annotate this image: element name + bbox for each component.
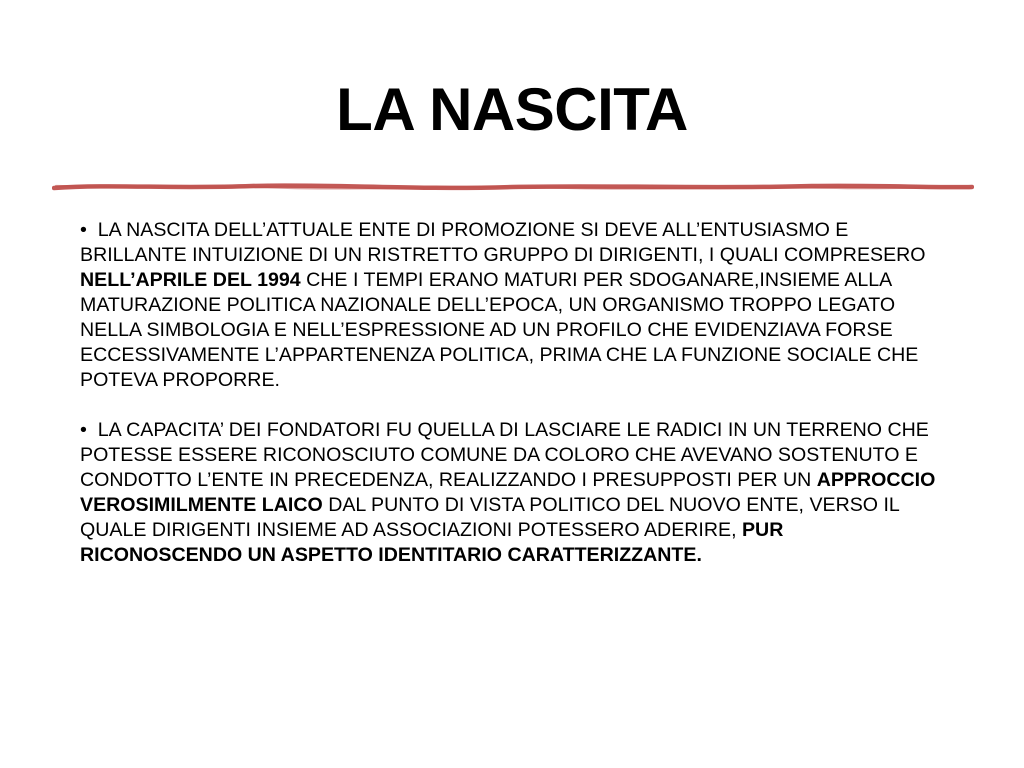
emphasis-text: APPROCCIO VEROSIMILMENTE LAICO — [80, 469, 936, 516]
bullet-paragraph-2 — [80, 418, 940, 568]
body-text: LA CAPACITA’ DEI FONDATORI FU QUELLA DI LASCIARE LE RADICI IN UN TERRENO CHE POTESSE ESSERE RICONOSCIUTO COMUNE DA COLORO CHE AVEVANO SOSTENUTO E CONDOTTO L’ENTE IN PRECEDENZA, REALIZZANDO I PRESUPPOSTI PER UN — [80, 419, 929, 491]
title-divider — [52, 176, 974, 198]
body-text: LA NASCITA DELL’ATTUALE ENTE DI PROMOZIONE SI DEVE ALL’ENTUSIASMO E BRILLANTE INTUIZIONE DI UN RISTRETTO GRUPPO DI DIRIGENTI, I QUALI COMPRESERO — [80, 219, 926, 266]
bullet-paragraph-1 — [80, 218, 940, 393]
emphasis-text: NELL’APRILE DEL 1994 — [80, 269, 301, 291]
bullet-marker: • — [80, 219, 87, 241]
body-text: CHE I TEMPI ERANO MATURI PER SDOGANARE,INSIEME ALLA MATURAZIONE POLITICA NAZIONALE DELL’EPOCA, UN ORGANISMO TROPPO LEGATO NELLA SIMBOLOGIA E NELL’ESPRESSIONE AD UN PROFILO CHE EVIDENZIAVA FORSE ECCESSIVAMENTE L’APPARTENENZA POLITICA, PRIMA CHE LA FUNZIONE SOCIALE CHE POTEVA PROPORRE. — [80, 269, 919, 391]
bullet-marker: • — [80, 419, 87, 441]
body-text: DAL PUNTO DI VISTA POLITICO DEL NUOVO ENTE, VERSO IL QUALE DIRIGENTI INSIEME AD ASSOCIAZIONI POTESSERO ADERIRE, — [80, 494, 900, 541]
slide-title: LA NASCITA — [336, 76, 688, 143]
slide-body — [80, 218, 940, 568]
emphasis-text: PUR RICONOSCENDO UN ASPETTO IDENTITARIO CARATTERIZZANTE. — [80, 519, 784, 566]
